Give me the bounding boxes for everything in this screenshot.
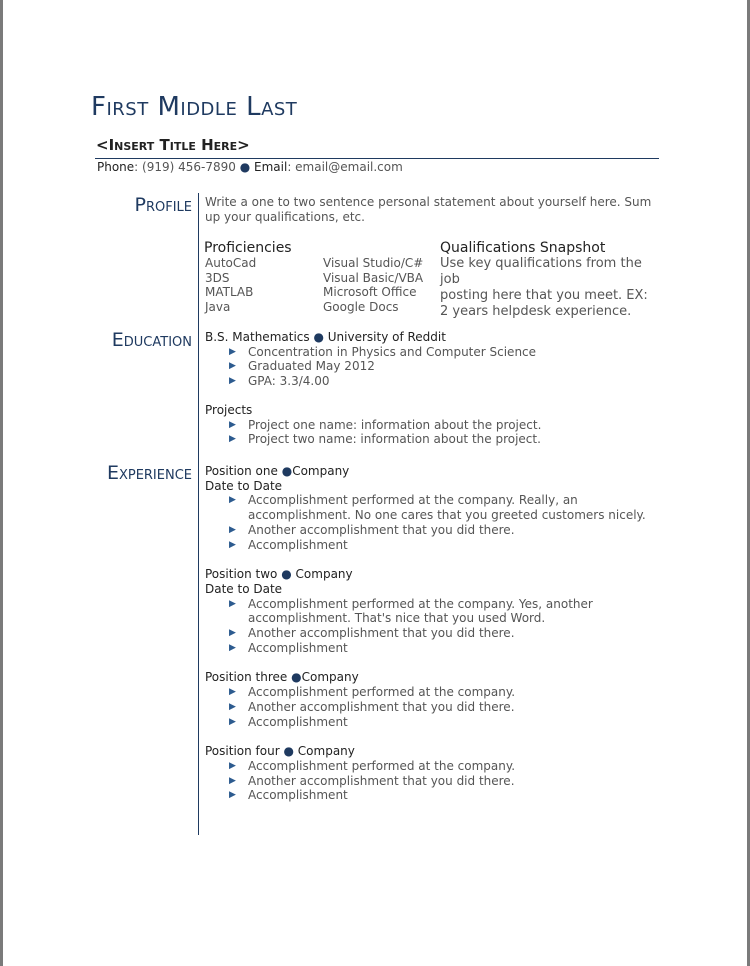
qualifications-block — [440, 240, 660, 320]
phone-value: : (919) 456-7890 — [134, 160, 240, 174]
qualifications-heading: Qualifications Snapshot — [440, 240, 606, 256]
separator-dot: ● — [291, 670, 302, 685]
list-item: ▶ Accomplishment — [229, 788, 657, 803]
position-title: Position four — [205, 744, 280, 759]
personal-statement: Write a one to two sentence personal statement about yourself here. Sum up your qualifications, etc. — [205, 195, 652, 224]
email-value: : email@email.com — [287, 160, 403, 174]
separator-dot: ● — [283, 744, 294, 759]
proficiency-item: 3DS — [205, 270, 230, 285]
proficiencies-column-1 — [205, 256, 320, 314]
qualifications-line: Use key qualifications from the job — [440, 256, 642, 287]
phone-label: Phone — [97, 160, 135, 174]
list-item: ▶ Accomplishment performed at the company. Yes, another accomplishment. That's nice that you used Word. — [229, 597, 657, 626]
degree: B.S. Mathematics — [205, 330, 310, 344]
list-item: ▶ Graduated May 2012 — [229, 359, 657, 374]
list-item: ▶ Another accomplishment that you did there. — [229, 523, 657, 538]
list-item: ▶ Another accomplishment that you did there. — [229, 774, 657, 789]
proficiencies-block — [204, 240, 439, 314]
position-bullets — [205, 759, 657, 803]
school: University of Reddit — [327, 330, 446, 344]
position-entry — [205, 567, 657, 655]
experience-heading: Experience — [106, 462, 192, 484]
position-line — [205, 670, 657, 685]
projects-heading: Projects — [205, 402, 253, 417]
resume-page — [3, 0, 747, 966]
company: Company — [292, 464, 350, 478]
profile-section — [205, 195, 657, 224]
separator-dot: ● — [313, 330, 324, 344]
position-title: Position one — [205, 464, 278, 478]
proficiency-item: Google Docs — [323, 299, 399, 314]
degree-line — [205, 330, 657, 345]
profile-heading: Profile — [134, 194, 192, 216]
header-divider — [95, 158, 659, 159]
list-item: ▶ Project one name: information about the project. — [229, 418, 657, 433]
contact-line — [97, 160, 403, 174]
proficiency-item: Microsoft Office — [323, 285, 417, 300]
section-divider — [198, 193, 199, 835]
proficiency-item: Java — [205, 299, 231, 314]
position-bullets — [205, 493, 657, 552]
position-title: Position three — [205, 670, 288, 685]
proficiencies-heading: Proficiencies — [204, 240, 292, 256]
proficiencies-column-2 — [323, 256, 441, 314]
list-item: ▶ Accomplishment performed at the company. — [229, 759, 657, 774]
position-line — [205, 567, 657, 582]
list-item: ▶ GPA: 3.3/4.00 — [229, 374, 657, 389]
email-label: Email — [254, 160, 288, 174]
list-item: ▶ Project two name: information about the project. — [229, 432, 657, 447]
position-bullets — [205, 597, 657, 656]
list-item: ▶ Accomplishment performed at the company. — [229, 685, 657, 700]
position-bullets — [205, 685, 657, 729]
experience-section — [205, 464, 657, 803]
job-title: <Insert Title Here> — [96, 136, 250, 154]
proficiency-item: Visual Studio/C# — [323, 256, 424, 270]
candidate-name: First Middle Last — [91, 92, 298, 122]
position-entry — [205, 670, 657, 729]
qualifications-line: 2 years helpdesk experience. — [440, 304, 632, 319]
position-dates: Date to Date — [205, 581, 283, 596]
separator-dot: ● — [281, 464, 293, 478]
company: Company — [297, 744, 355, 759]
proficiency-item: MATLAB — [205, 285, 254, 300]
list-item: ▶ Another accomplishment that you did there. — [229, 626, 657, 641]
position-line — [205, 464, 657, 479]
list-item: ▶ Accomplishment — [229, 715, 657, 730]
position-title: Position two — [205, 567, 278, 582]
education-section — [205, 330, 657, 447]
project-bullets — [205, 418, 657, 447]
education-heading: Education — [111, 329, 192, 351]
position-entry — [205, 744, 657, 803]
qualifications-line: posting here that you meet. EX: — [440, 288, 648, 303]
company: Company — [295, 567, 353, 582]
company: Company — [301, 670, 359, 685]
separator-dot: ● — [281, 567, 292, 582]
list-item: ▶ Concentration in Physics and Computer Science — [229, 345, 657, 360]
separator-dot: ● — [239, 160, 251, 174]
education-bullets — [205, 345, 657, 389]
list-item: ▶ Another accomplishment that you did there. — [229, 700, 657, 715]
proficiency-item: Visual Basic/VBA — [323, 270, 424, 285]
position-line — [205, 744, 657, 759]
list-item: ▶ Accomplishment — [229, 538, 657, 553]
position-dates: Date to Date — [205, 478, 283, 493]
list-item: ▶ Accomplishment — [229, 641, 657, 656]
list-item: ▶ Accomplishment performed at the company. Really, an accomplishment. No one cares that you greeted customers nicely. — [229, 493, 657, 522]
position-entry — [205, 464, 657, 552]
proficiency-item: AutoCad — [205, 256, 257, 270]
